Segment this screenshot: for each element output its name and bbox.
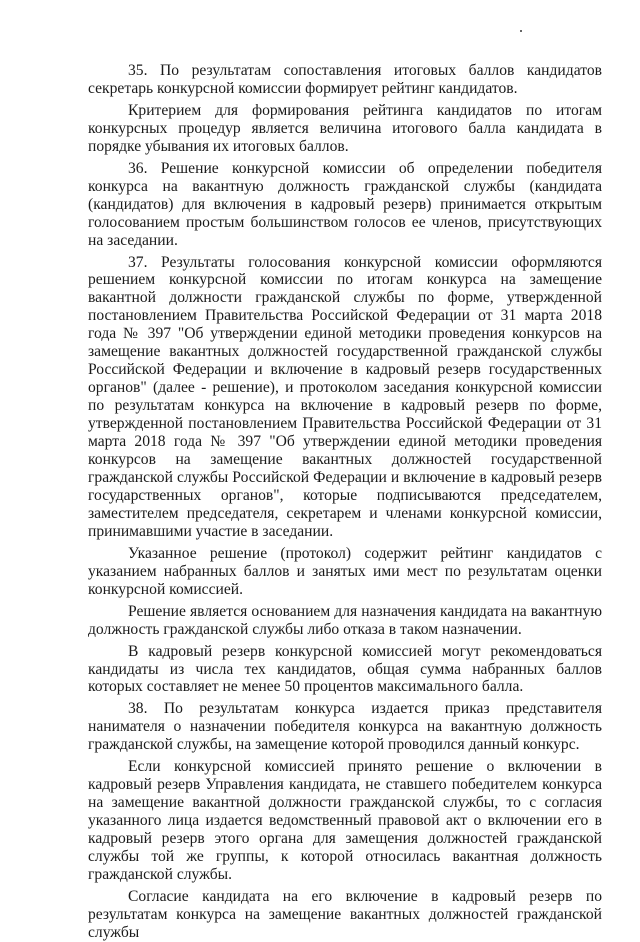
paragraph-decision-basis: Решение является основанием для назначения кандидата на вакантную должность гражданской службы либо отказа в таком назначении. <box>88 602 602 638</box>
paragraph-criterion: Критерием для формирования рейтинга кандидатов по итогам конкурсных процедур является величина итогового балла кандидата в порядке убывания их итоговых баллов. <box>88 101 602 155</box>
paragraph-decision-protocol: Указанное решение (протокол) содержит рейтинг кандидатов с указанием набранных баллов и занятых ими мест по результатам оценки конкурсной комиссией. <box>88 544 602 598</box>
paragraph-36: 36. Решение конкурсной комиссии об определении победителя конкурса на вакантную должность гражданской службы (кандидата (кандидатов) для включения в кадровый резерв) принимается открытым голосованием простым большинством голосов ее членов, присутствующих на заседании. <box>88 159 602 249</box>
paragraph-37: 37. Результаты голосования конкурсной комиссии оформляются решением конкурсной комиссии по итогам конкурса на замещение вакантной должности гражданской службы по форме, утвержденной постановлением Правительства Российской Федерации от 31 марта 2018 года № 397 "Об утверждении единой методики проведения конкурсов на замещение вакантных должностей государственной гражданской службы Российской Федерации и включение в кадровый резерв государственных органов" (далее - решение), и протоколом заседания конкурсной комиссии по результатам конкурса на включение в кадровый резерв по форме, утвержденной постановлением Правительства Российской Федерации от 31 марта 2018 года № 397 "Об утверждении единой методики проведения конкурсов на замещение вакантных должностей государственной гражданской службы Российской Федерации и включение в кадровый резерв государственных органов", которые подписываются председателем, заместителем председателя, секретарем и членами конкурсной комиссии, принимавшими участие в заседании. <box>88 253 602 540</box>
paragraph-35: 35. По результатам сопоставления итоговых баллов кандидатов секретарь конкурсной комиссии формирует рейтинг кандидатов. <box>88 62 602 97</box>
paragraph-consent: Согласие кандидата на его включение в кадровый резерв по результатам конкурса на замещение вакантных должностей гражданской службы <box>88 887 602 941</box>
paragraph-reserve-inclusion: Если конкурсной комиссией принято решение о включении в кадровый резерв Управления кандидата, не ставшего победителем конкурса на замещение вакантной должности гражданской службы, то с согласия указанного лица издается ведомственный правовой акт о включении его в кадровый резерв этого органа для замещения должностей гражданской службы той же группы, к которой относилась вакантная должность гражданской службы. <box>88 758 602 883</box>
scan-mark <box>520 30 522 32</box>
paragraph-reserve-recommendation: В кадровый резерв конкурсной комиссией могут рекомендоваться кандидаты из числа тех кандидатов, общая сумма набранных баллов которых составляет не менее 50 процентов максимального балла. <box>88 642 602 696</box>
document-body <box>88 62 602 942</box>
paragraph-38: 38. По результатам конкурса издается приказ представителя нанимателя о назначении победителя конкурса на вакантную должность гражданской службы, на замещение которой проводился данный конкурс. <box>88 700 602 754</box>
